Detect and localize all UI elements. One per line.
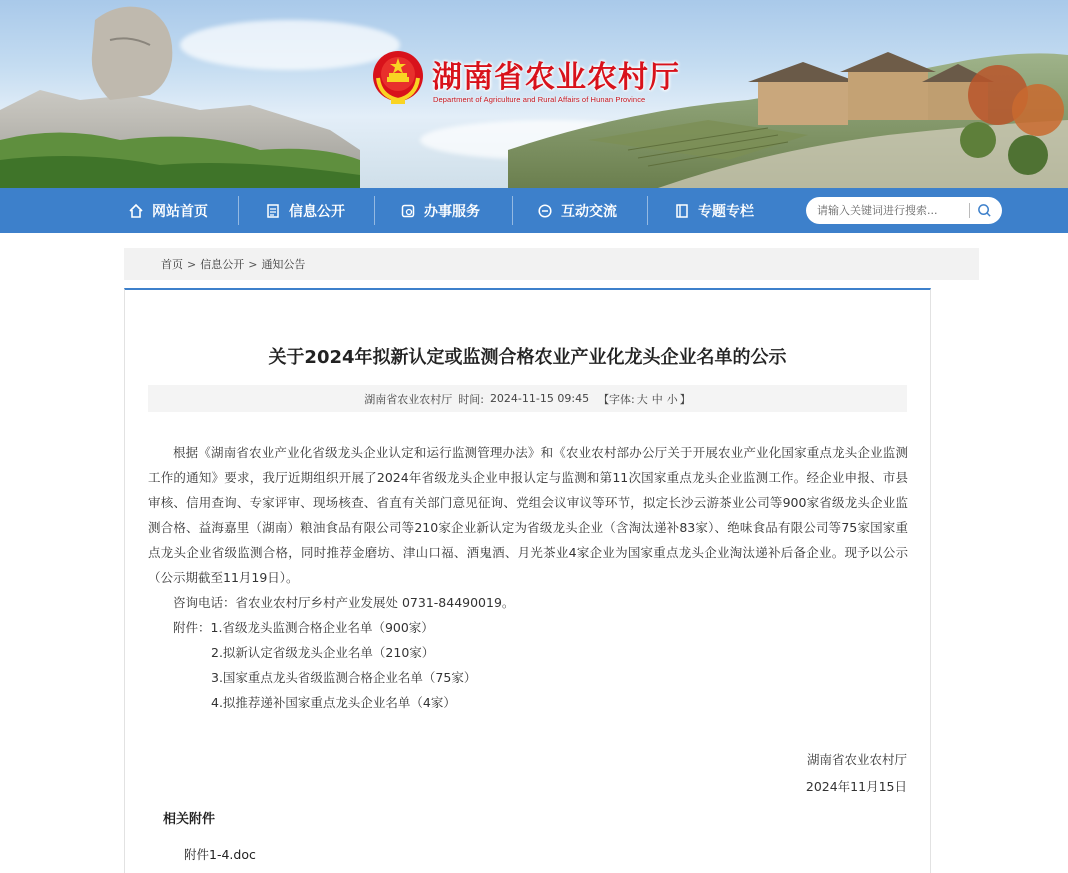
attachment-item: 3.国家重点龙头省级监测合格企业名单（75家） [211,670,477,685]
nav-info[interactable] [265,188,345,233]
article-body [148,440,908,715]
nav-info-label: 信息公开 [289,203,345,220]
site-subtitle: Department of Agriculture and Rural Affairs of Hunan Province [433,95,646,104]
search-box [806,197,1002,224]
nav-divider [512,196,513,225]
attachment-item: 1.省级龙头监测合格企业名单（900家） [210,620,434,635]
breadcrumb-home[interactable]: 首页 [161,258,183,271]
nav-divider [374,196,375,225]
contact-line: 咨询电话：省农业农村厅乡村产业发展处 0731-84490019。 [173,595,515,610]
breadcrumb-notice[interactable]: 通知公告 [261,258,306,271]
article-paragraph: 根据《湖南省农业产业化省级龙头企业认定和运行监测管理办法》和《农业农村部办公厅关于开展农业产业化国家重点龙头企业监测工作的通知》要求，我厅近期组织开展了2024年省级龙头企业申报认定与监测和第11次国家重点龙头企业监测工作。经企业申报、市县审核、信用查询、专家评审、现场核查、省直有关部门意见征询、党组会议审议等环节，拟定长沙云游茶业公司等900家省级龙头企业监测合格、益海嘉里（湖南）粮油食品有限公司等210家企业新认定为省级龙头企业（含淘汰递补83家）、绝味食品有限公司等75家国家重点龙头企业省级监测合格，同时推荐金磨坊、津山口福、酒鬼酒、月光茶业4家企业为国家重点龙头企业淘汰递补后备企业。现予以公示（公示期截至11月19日）。 [148,445,908,585]
statue-landscape-image [0,0,360,188]
article-title: 关于2024年拟新认定或监测合格农业产业化龙头企业名单的公示 [268,347,787,368]
nav-interact-label: 互动交流 [561,203,617,220]
national-emblem-icon [370,48,426,106]
chat-icon [537,203,553,219]
meta-time: 2024-11-15 09:45 [489,392,590,405]
font-small-button[interactable]: 小 [666,392,678,406]
site-title: 湖南省农业农村厅 [432,60,680,95]
breadcrumb-separator: > [248,257,258,271]
search-input[interactable] [817,204,967,217]
attachment-item: 2.拟新认定省级龙头企业名单（210家） [211,645,435,660]
nav-special-label: 专题专栏 [698,203,754,220]
nav-divider [238,196,239,225]
font-size-label-close: 】 [679,392,691,406]
breadcrumb [124,248,979,280]
attachment-item: 4.拟推荐递补国家重点龙头企业名单（4家） [211,695,456,710]
bookmark-icon [674,203,690,219]
font-size-label: 【字体: [598,392,635,406]
article-meta [148,385,907,412]
service-icon [400,203,416,219]
nav-special[interactable] [674,188,754,233]
meta-source: 湖南省农业农村厅 [364,392,453,406]
font-medium-button[interactable]: 中 [651,392,663,406]
search-icon [977,203,992,218]
search-button[interactable] [970,197,998,224]
nav-divider [647,196,648,225]
signature: 湖南省农业农村厅 [806,752,907,767]
breadcrumb-separator: > [187,257,197,271]
attachments-label: 附件： [173,620,211,635]
nav-service-label: 办事服务 [424,203,480,220]
meta-time-label: 时间: [458,392,484,406]
nav-home-label: 网站首页 [152,203,208,220]
home-icon [128,203,144,219]
nav-service[interactable] [400,188,480,233]
header-banner [0,0,1068,188]
attachment-file-link[interactable]: 附件1-4.doc [184,847,256,862]
font-large-button[interactable]: 大 [636,392,648,406]
nav-home[interactable] [128,188,208,233]
breadcrumb-info[interactable]: 信息公开 [200,258,245,271]
nav-interact[interactable] [537,188,617,233]
document-icon [265,203,281,219]
attachment-line [148,615,908,640]
related-attachments-title: 相关附件 [163,812,216,827]
signature-date: 2024年11月15日 [805,779,907,794]
